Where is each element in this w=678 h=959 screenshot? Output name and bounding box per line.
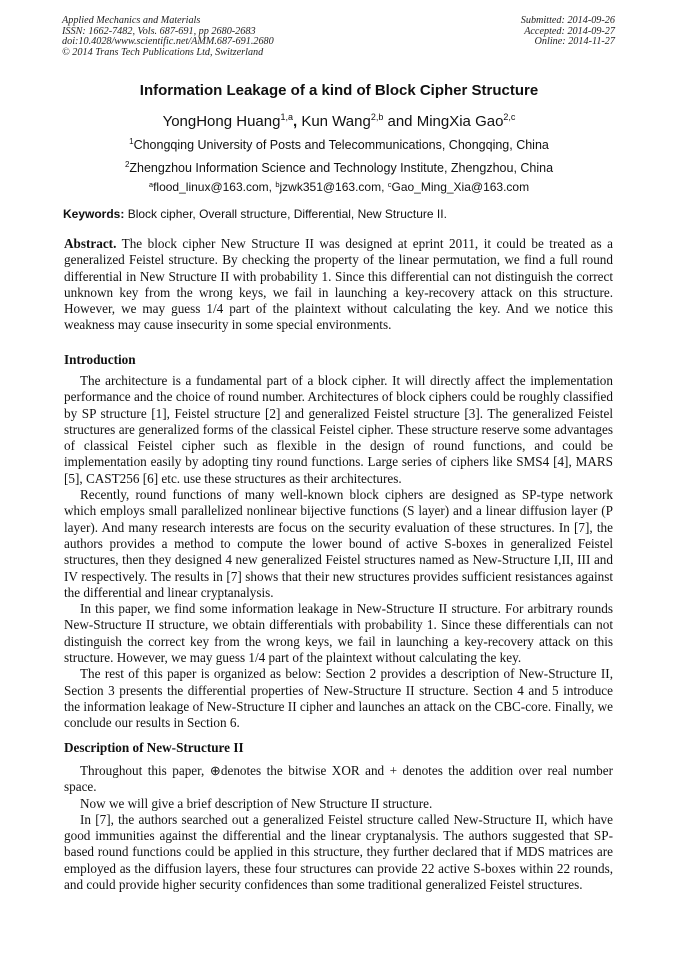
affiliation-sup: 2 [124,160,130,169]
paragraph [64,763,613,796]
affiliation-1 [0,137,678,152]
abstract-label: Abstract. [64,236,117,251]
author-sup: 2,b [370,112,384,122]
paragraph-text: Throughout this paper, [80,763,210,778]
paper-title: Information Leakage of a kind of Block Cipher Structure [139,82,539,99]
email-sup: a [148,180,154,189]
author-name: Kun Wang [301,113,371,130]
journal-header [62,16,274,58]
accepted-date: Accepted: 2014-09-27 [524,25,615,37]
affiliation-text: Chongqing University of Posts and Telecommunications, Chongqing, China [133,138,549,152]
email-sup: b [275,180,280,189]
section-heading-description: Description of New-Structure II [64,740,244,755]
xor-symbol: ⊕ [209,763,221,778]
keywords-line [63,207,447,221]
journal-name: Applied Mechanics and Materials [62,15,201,26]
keywords-text: Block cipher, Overall structure, Differential, New Structure II. [127,207,447,221]
author-name: YongHong Huang [162,113,281,130]
author-and: and [387,113,413,130]
abstract [64,236,613,334]
abstract-text: The block cipher New Structure II was designed at eprint 2011, it could be treated as a generalized Feistel structure. By checking the property of the linear permutation, we find a full round differential in New Structure II with probability 1. Since this differential can not distinguish the correct unknown key from the wrong keys, we fail in launching a key-recovery attack on this structure. However, we may guess 1/4 part of the plaintext without calculating the key. And we notice this weakness may cause insecurity in some special environments. [64,236,613,333]
section-heading-introduction: Introduction [64,352,136,367]
paragraph: In this paper, we find some information leakage in New-Structure II structure. For arbitrary rounds New-Structure II structure, we obtain differentials with probability 1. Since these differentials can not distinguish the correct key from the wrong keys, we fail in launching a key-recovery attack on this structure. However, we may guess 1/4 part of the plaintext without calculating the key. [64,601,613,666]
paragraph: The architecture is a fundamental part of a block cipher. It will directly affect the implementation performance and the choice of round number. Architectures of block ciphers could be roughly classified by SP structure [1], Feistel structure [2] and generalized Feistel structure [3]. The generalized Feistel structures are generalized forms of the classical Feistel cipher. These structure reserve some advantages of classical Feistel cipher such as flexible in the design of round functions, and could be implementation easily by adopting tiny round functions. Large series of ciphers like SMS4 [4], MARS [5], CAST256 [6] etc. use these structures as their architectures. [64,373,613,486]
affiliation-2 [0,160,678,175]
paragraph: In [7], the authors searched out a generalized Feistel structure called New-Structure II, which have good immunities against the differential and the linear cryptanalysis. The authors suggested that SP-based round functions could be applied in this structure, they further declared that if MDS matrices are employed as the diffusion layers, these four structures can provide 22 active S-boxes within 22 rounds, and could provide higher security confidences than some traditional generalized Feistel structures. [64,811,613,893]
paragraph-text: denotes the bitwise XOR and + denotes the addition over real number space. [64,763,614,795]
paragraph: Recently, round functions of many well-known block ciphers are designed as SP-type network which employs small parallelized nonlinear bijective functions (S layer) and a linear diffusion layer (P layer). And many research interests are focus on the security evaluation of these structures. In [7], the authors provides a method to compute the lower bound of active S-boxes in generalized Feistel structures, then they designed 4 new generalized Feistel structures named as New-Structure I,II, III and IV respectively. The results in [7] shows that their new structures provides sufficient resistances against the differential and linear cryptanalysis. [64,487,613,600]
email-sup: c [387,180,392,189]
author-name: MingXia Gao [416,113,504,130]
author-line [0,112,678,130]
affiliation-sup: 1 [129,137,134,146]
journal-copyright: © 2014 Trans Tech Publications Ltd, Switzerland [62,46,264,58]
paragraph: Now we will give a brief description of New Structure II structure. [80,795,433,811]
author-separator: , [292,113,298,130]
online-date: Online: 2014-11-27 [534,36,615,48]
dates-header [521,16,615,48]
email-address[interactable]: flood_linux@163.com [153,180,269,194]
paragraph: The rest of this paper is organized as below: Section 2 provides a description of New-Structure II, Section 3 presents the differential properties of New-Structure II structure. Section 4 and 5 introduce the information leakage of New-Structure II cipher and launches an attack on the CBC-core. Finally, we conclude our results in Section 6. [64,666,613,731]
description-body [64,763,613,893]
introduction-body [64,373,613,732]
author-sup: 2,c [503,112,516,122]
author-sup: 1,a [280,112,293,122]
affiliation-text: Zhengzhou Information Science and Technology Institute, Zhengzhou, China [129,161,554,175]
email-address[interactable]: jzwk351@163.com [279,180,382,194]
journal-issn: ISSN: 1662-7482, Vols. 687-691, pp 2680-2683 [62,25,256,37]
email-line: $^a$flood_linux@163.com, $^b$jzwk351@163.com, $^c$Gao_Ming_Xia@163.com [148,180,530,194]
journal-doi: doi:10.4028/www.scientific.net/AMM.687-691.2680 [62,36,274,48]
submitted-date: Submitted: 2014-09-26 [520,15,615,26]
email-address[interactable]: Gao_Ming_Xia@163.com [391,180,530,194]
keywords-label: Keywords: [63,207,125,221]
